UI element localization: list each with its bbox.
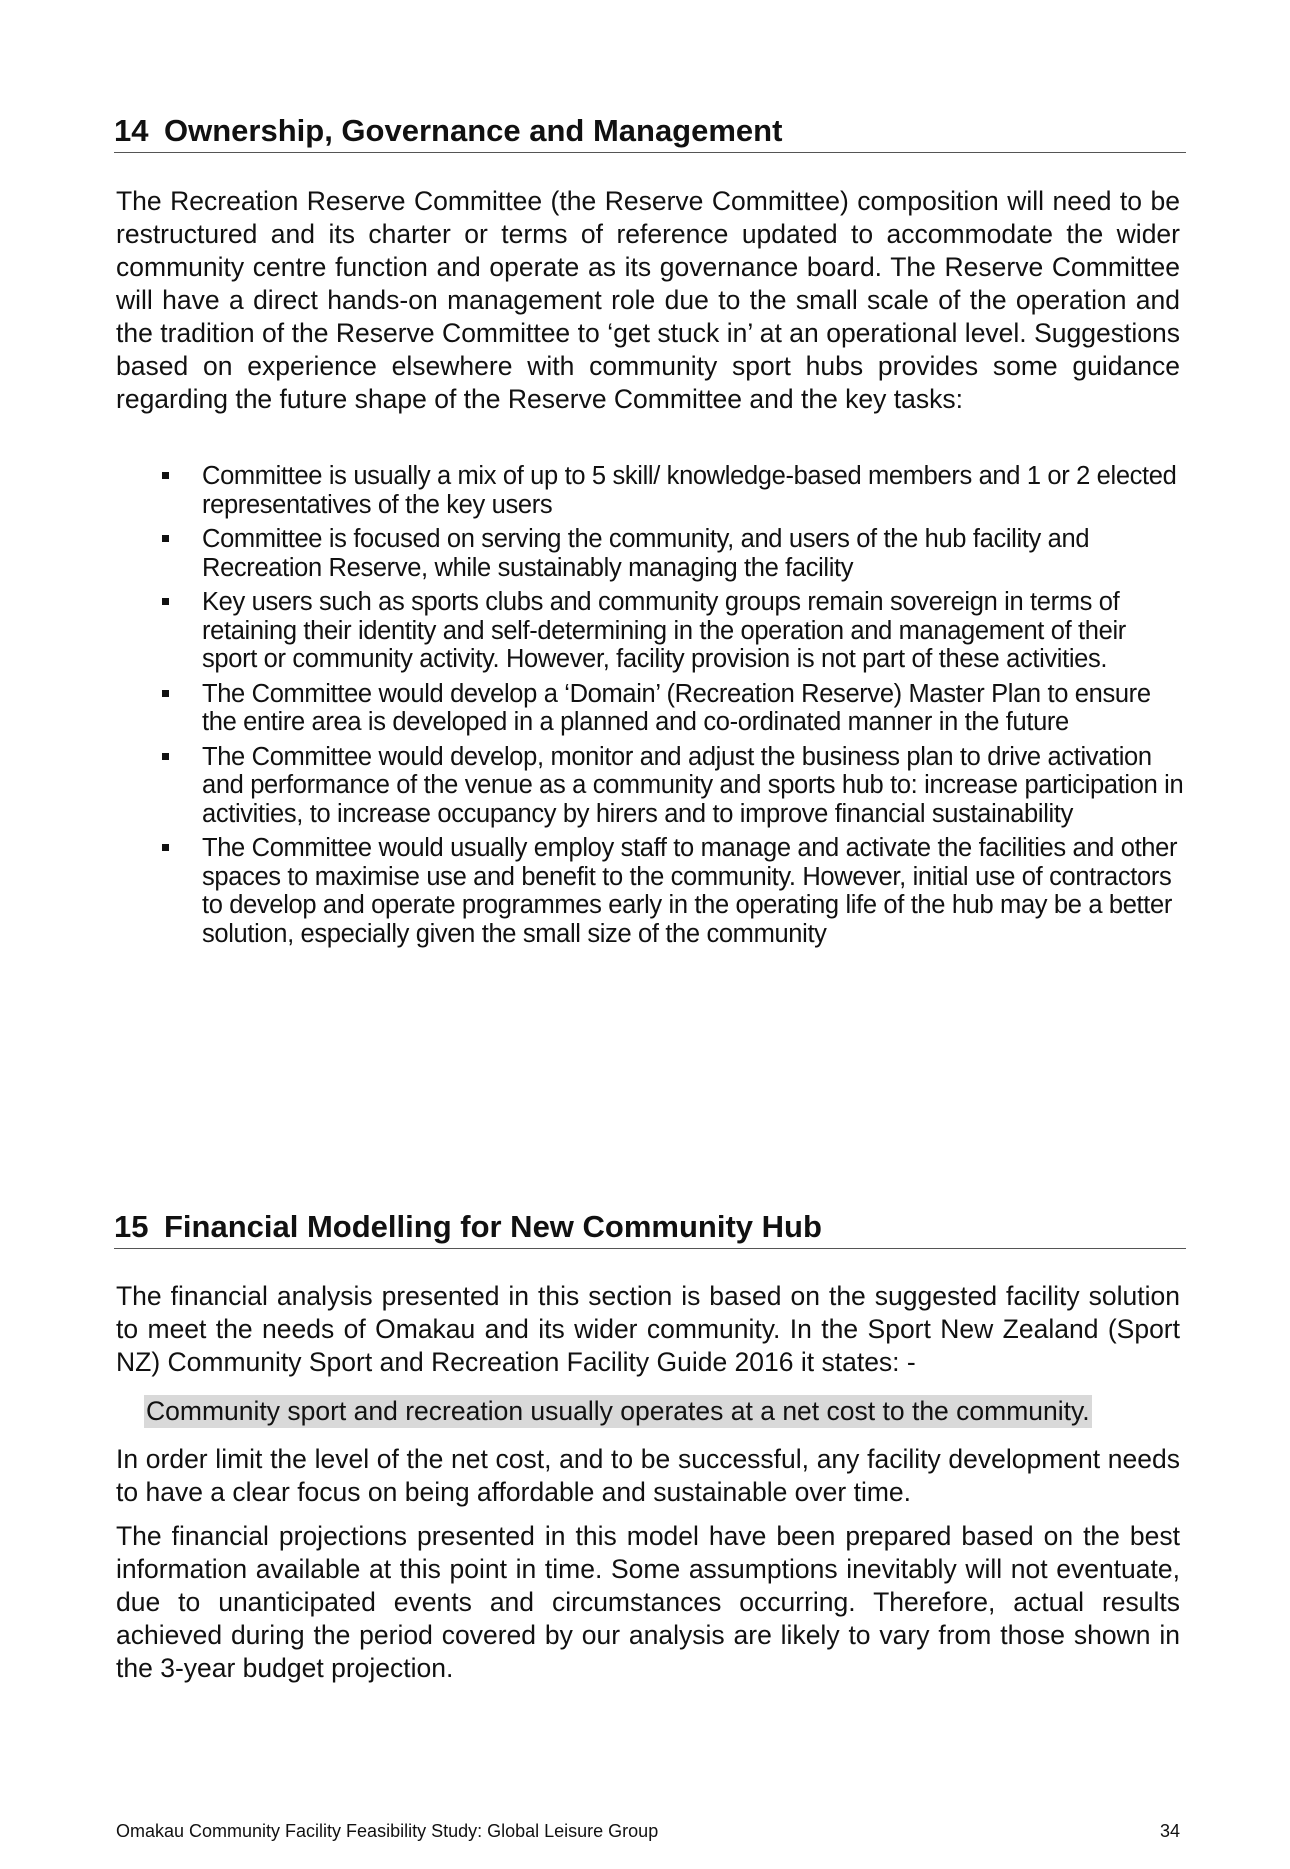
list-item-text: Key users such as sports clubs and community groups remain sovereign in terms of retaining their identity and self-determining in the operation and management of their sport or community activity. However, facility provision is not part of these activities.: [202, 588, 1126, 673]
section-14-intro: The Recreation Reserve Committee (the Reserve Committee) composition will need to be restructured and its charter or terms of reference updated to accommodate the wider community centre function and operate as its governance board. The Reserve Committee will have a direct hands-on management role due to the small scale of the operation and the tradition of the Reserve Committee to ‘get stuck in’ at an operational level. Suggestions based on experience elsewhere with community sport hubs provides some guidance regarding the future shape of the Reserve Committee and the key tasks:: [116, 186, 1180, 414]
quote-text: Community sport and recreation usually operates at a net cost to the community.: [146, 1396, 1090, 1426]
list-item: [160, 834, 1184, 948]
square-bullet-icon: [162, 598, 169, 605]
list-item-text: The Committee would develop a ‘Domain’ (Recreation Reserve) Master Plan to ensure the entire area is developed in a planned and co-ordinated manner in the future: [202, 679, 1151, 736]
list-item: [160, 680, 1184, 737]
section-14-number: 14: [114, 113, 149, 148]
list-item: [160, 588, 1184, 674]
list-item-text: The Committee would usually employ staff to manage and activate the facilities and other spaces to maximise use and benefit to the community. However, initial use of contractors to develop and operate programmes early in the operating life of the hub may be a better solution, especially given the small size of the community: [202, 834, 1178, 948]
section-15-paragraph-3: The financial projections presented in this model have been prepared based on the best information available at this point in time. Some assumptions inevitably will not eventuate, due to unanticipated events and circumstances occurring. Therefore, actual results achieved during the period covered by our analysis are likely to vary from those shown in the 3-year budget projection.: [116, 1521, 1180, 1683]
footer-document-title: Omakau Community Facility Feasibility Study: Global Leisure Group: [116, 1821, 659, 1841]
section-15-title: Financial Modelling for New Community Hub: [164, 1209, 822, 1244]
square-bullet-icon: [162, 753, 169, 760]
list-item-text: Committee is usually a mix of up to 5 skill/ knowledge-based members and 1 or 2 elected representatives of the key users: [202, 462, 1177, 519]
square-bullet-icon: [162, 472, 169, 479]
committee-tasks-list: [160, 462, 1184, 954]
section-15-heading: [114, 1208, 1186, 1249]
list-item: [160, 743, 1184, 829]
highlighted-quote: [144, 1395, 1184, 1428]
section-15-paragraph-1: The financial analysis presented in this section is based on the suggested facility solution to meet the needs of Omakau and its wider community. In the Sport New Zealand (Sport NZ) Community Sport and Recreation Facility Guide 2016 it states: -: [116, 1281, 1180, 1377]
footer-page-number: 34: [1159, 1821, 1180, 1841]
list-item-text: The Committee would develop, monitor and adjust the business plan to drive activation and performance of the venue as a community and sports hub to: increase participation in activities, to increase occupancy by hirers and to improve financial sustainability: [202, 742, 1184, 828]
section-15-paragraph-2: In order limit the level of the net cost, and to be successful, any facility development needs to have a clear focus on being affordable and sustainable over time.: [116, 1444, 1180, 1507]
square-bullet-icon: [162, 844, 169, 851]
section-15-number: 15: [114, 1209, 149, 1244]
section-14-heading: [114, 112, 1186, 153]
square-bullet-icon: [162, 690, 169, 697]
list-item: [160, 462, 1184, 519]
section-14-title: Ownership, Governance and Management: [164, 113, 783, 148]
square-bullet-icon: [162, 535, 169, 542]
list-item-text: Committee is focused on serving the community, and users of the hub facility and Recreation Reserve, while sustainably managing the facility: [202, 525, 1090, 582]
list-item: [160, 525, 1184, 582]
